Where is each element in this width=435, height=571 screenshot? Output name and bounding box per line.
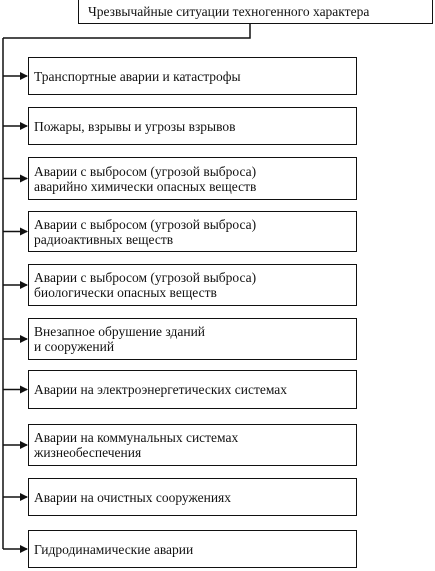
category-box [28,530,357,568]
category-label: Аварии с выбросом (угрозой выброса) аварийно химически опасных веществ [34,163,257,194]
header-box [78,0,433,24]
category-label: Гидродинамические аварии [34,541,194,557]
header-connector [3,24,250,38]
category-label: Транспортные аварии и катастрофы [34,68,241,84]
category-label: Внезапное обрушение зданий и сооружений [34,324,206,354]
category-box [28,264,357,306]
category-box [28,211,357,252]
category-box [28,57,357,95]
category-box [28,424,357,466]
category-label: Аварии на коммунальных системах жизнеобеспечения [34,430,239,460]
category-label: Аварии на электроэнергетических системах [34,382,288,397]
category-box [28,157,357,200]
category-box [28,370,357,409]
category-label: Аварии с выбросом (угрозой выброса) радиоактивных веществ [34,216,257,247]
category-label: Пожары, взрывы и угрозы взрывов [34,118,236,134]
category-label: Аварии на очистных сооружениях [34,489,232,505]
category-box [28,107,357,145]
category-label: Аварии с выбросом (угрозой выброса) биологически опасных веществ [34,270,257,300]
header-title: Чрезвычайные ситуации техногенного характера [88,4,370,19]
category-box [28,318,357,360]
category-box [28,478,357,516]
arrow-group [3,76,27,549]
